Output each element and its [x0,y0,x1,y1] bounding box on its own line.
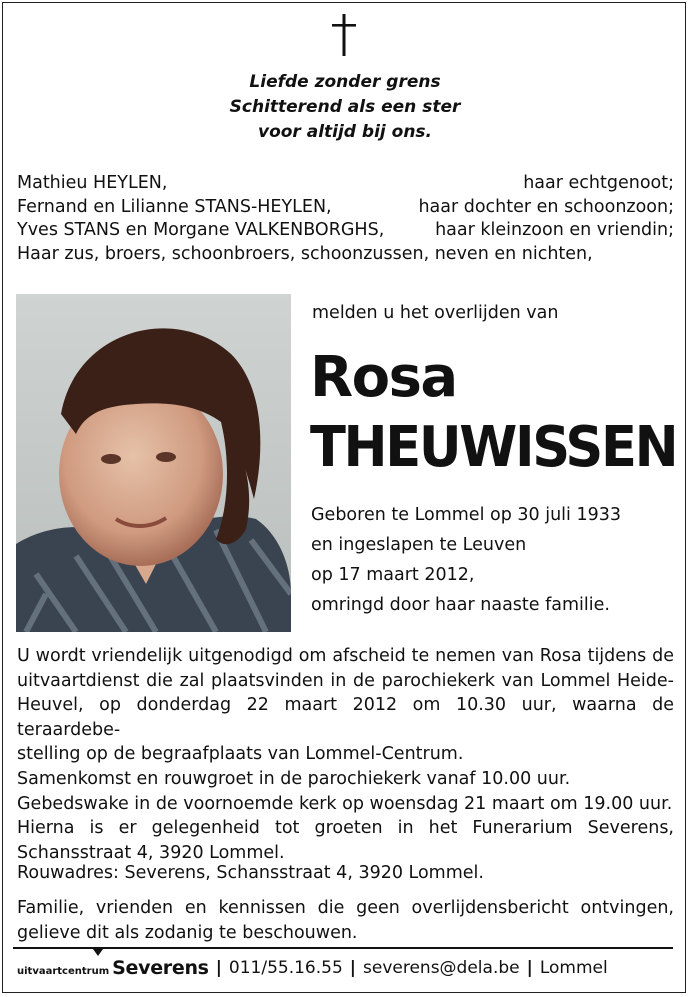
family-name: Yves STANS en Morgane VALKENBORGHS, [17,220,385,240]
detail-line: en ingeslapen te Leuven [311,535,527,555]
deceased-first-name: Rosa [310,345,457,410]
footer-city: Lommel [539,958,608,978]
family-name: Fernand en Lilianne STANS-HEYLEN, [17,196,332,217]
invitation-line: stelling op de begraafplaats van Lommel-Centrum. [17,744,464,765]
detail-line: Geboren te Lommel op 30 juli 1933 [311,505,621,525]
family-relation: haar kleinzoon en vriendin; [435,220,674,240]
birth-death-details [311,500,621,620]
separator: | [215,958,222,978]
invitation-line: Heuvel, op donderdag 22 maart 2012 om 10.30 uur, waarna de teraardebe- [17,695,674,740]
brand-name: Severens [112,957,209,979]
footer-divider [13,947,673,949]
footer-phone: 011/55.16.55 [228,958,343,978]
family-row [17,172,674,196]
motto-line: Liefde zonder grens [249,72,441,92]
funeral-home-logo [17,957,209,979]
family-relation: haar dochter en schoonzoon; [418,196,674,217]
invitation-line: U wordt vriendelijk uitgenodigd om afscheid te nemen van Rosa tijdens de [17,646,674,666]
greeting-line: Hierna is er gelegenheid tot groeten in het Funerarium Severens, [17,818,674,839]
motto [0,70,690,145]
separator: | [349,958,357,978]
footer-email: severens@dela.be [363,958,520,978]
announcement: melden u het overlijden van [312,303,559,323]
family-row [17,196,674,220]
family-list [17,172,674,266]
separator: | [526,958,533,978]
family-row [17,243,674,267]
cross-icon [332,14,356,56]
notice-paragraph [17,896,674,945]
brand-small-text: uitvaartcentrum [17,966,110,977]
detail-line: omringd door haar naaste familie. [311,595,610,615]
invitation-paragraph [17,644,674,865]
motto-line: voor altijd bij ons. [257,122,432,142]
logo-triangle-icon [93,949,103,956]
detail-line: op 17 maart 2012, [311,565,475,585]
notice-line: gelieve dit als zodanig te beschouwen. [17,922,358,943]
mourning-address: Rouwadres: Severens, Schansstraat 4, 3920 Lommel. [17,863,484,883]
gathering-line: Samenkomst en rouwgroet in de parochiekerk vanaf 10.00 uur. [17,768,571,789]
deceased-last-name: THEUWISSEN [310,415,677,480]
prayer-vigil-line: Gebedswake in de voornoemde kerk op woensdag 21 maart om 19.00 uur. [17,793,673,814]
motto-line: Schitterend als een ster [229,97,461,117]
family-relation: haar echtgenoot; [523,173,674,193]
portrait-photo [16,294,291,632]
notice-line: Familie, vrienden en kennissen die geen overlijdensbericht ontvingen, [17,898,674,918]
family-row [17,219,674,243]
family-name: Haar zus, broers, schoonbroers, schoonzussen, neven en nichten, [17,243,593,264]
greeting-line: Schansstraat 4, 3920 Lommel. [17,842,285,863]
footer [17,957,608,979]
invitation-line: uitvaartdienst die zal plaatsvinden in de parochiekerk van Lommel Heide- [17,670,674,691]
family-name: Mathieu HEYLEN, [17,173,168,193]
